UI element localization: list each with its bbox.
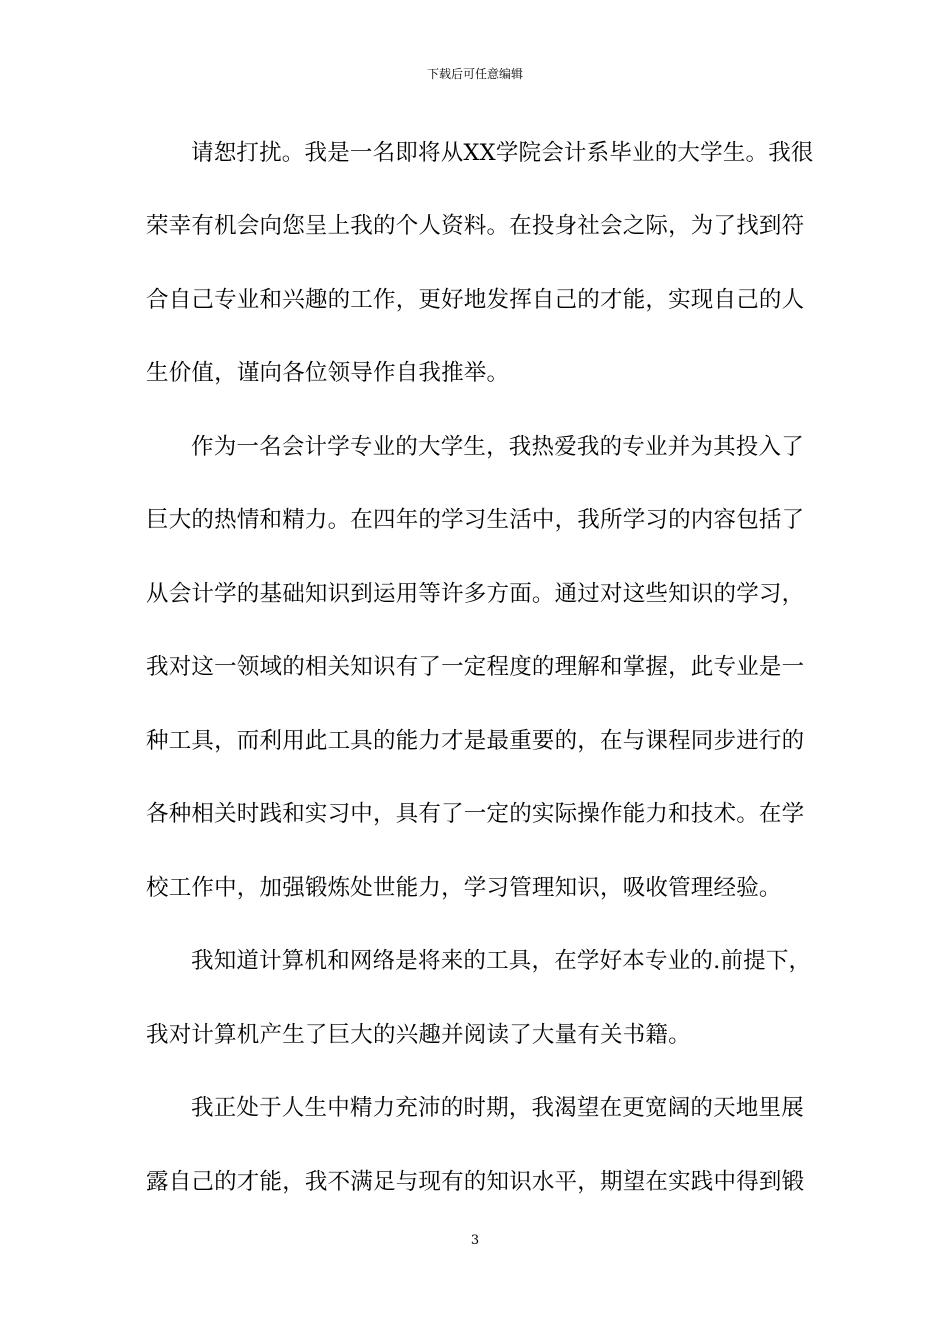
text-line-14: 我正处于人生中精力充沛的时期，我渴望在更宽阔的天地里展 bbox=[191, 1095, 804, 1121]
text-line-10: 各种相关时践和实习中，具有了一定的实际操作能力和技术。在学 bbox=[146, 801, 805, 827]
text-line-9: 种工具，而利用此工具的能力才是最重要的，在与课程同步进行的 bbox=[146, 728, 805, 754]
text-line-6: 巨大的热情和精力。在四年的学习生活中，我所学习的内容包括了 bbox=[146, 507, 805, 533]
text-line-1: 请恕打扰。我是一名即将从XX学院会计系毕业的大学生。我很 bbox=[191, 140, 814, 166]
text-line-2: 荣幸有机会向您呈上我的个人资料。在投身社会之际，为了找到符 bbox=[146, 213, 805, 239]
text-line-11: 校工作中，加强锻炼处世能力，学习管理知识，吸收管理经验。 bbox=[146, 875, 782, 901]
text-line-3: 合自己专业和兴趣的工作，更好地发挥自己的才能，实现自己的人 bbox=[146, 287, 805, 313]
text-line-13: 我对计算机产生了巨大的兴趣并阅读了大量有关书籍。 bbox=[146, 1022, 691, 1048]
text-line-4: 生价值，谨向各位领导作自我推举。 bbox=[146, 360, 510, 386]
text-line-12: 我知道计算机和网络是将来的工具，在学好本专业的.前提下， bbox=[191, 948, 812, 974]
page-number: 3 bbox=[470, 1233, 480, 1248]
text-line-8: 我对这一领域的相关知识有了一定程度的理解和掌握，此专业是一 bbox=[146, 654, 805, 680]
text-line-15: 露自己的才能，我不满足与现有的知识水平，期望在实践中得到锻 bbox=[146, 1169, 805, 1195]
text-line-5: 作为一名会计学专业的大学生，我热爱我的专业并为其投入了 bbox=[191, 434, 804, 460]
page-header: 下载后可任意编辑 bbox=[426, 67, 523, 81]
text-line-7: 从会计学的基础知识到运用等许多方面。通过对这些知识的学习， bbox=[146, 581, 805, 607]
